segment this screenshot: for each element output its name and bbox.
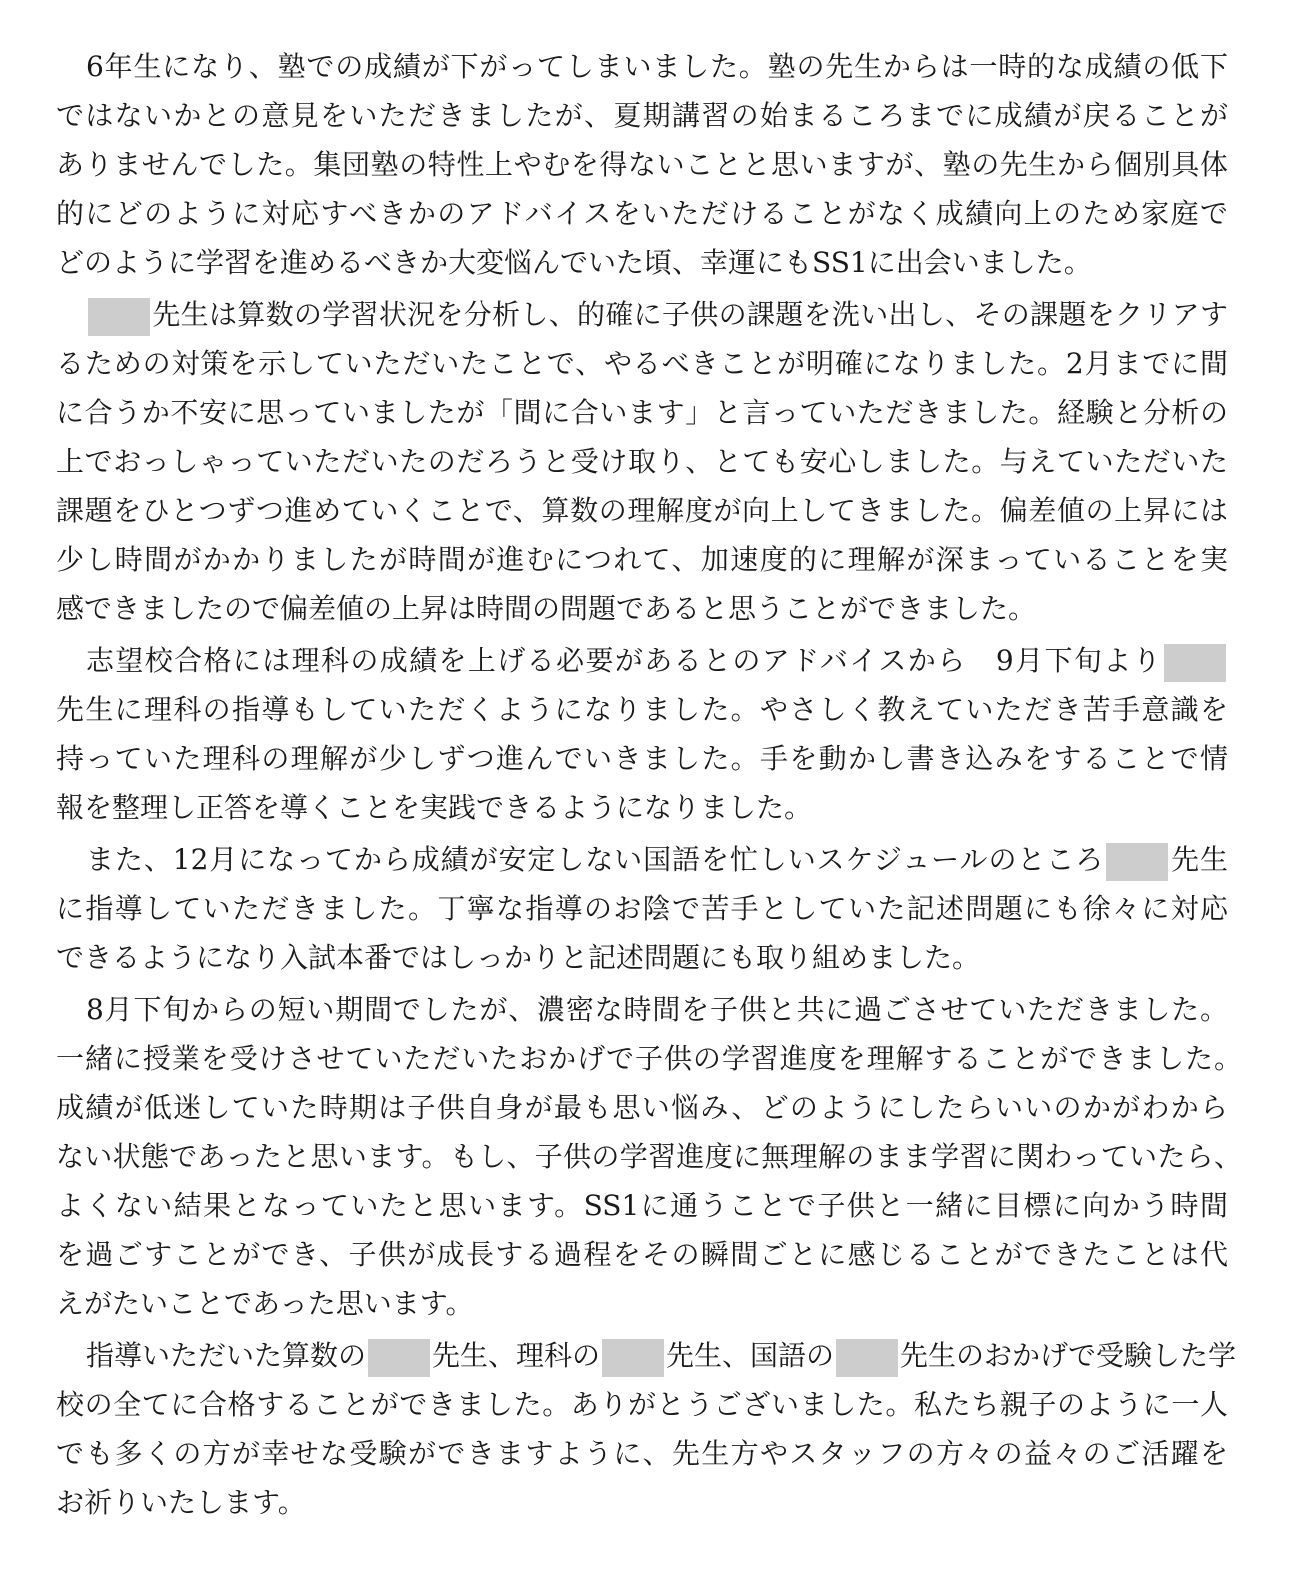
text-line: 課題をひとつずつ進めていくことで、算数の理解度が向上してきました。偏差値の上昇には — [56, 494, 1228, 527]
text-line: ではないかとの意見をいただきましたが、夏期講習の始まるころまでに成績が戻ることが — [56, 99, 1228, 132]
paragraph-1 — [56, 42, 1228, 287]
text-line: どのように学習を進めるべきか大変悩んでいた頃、幸運にもSS1に出会いました。 — [56, 246, 1092, 279]
text-segment: 先生は算数の学習状況を分析し、的確に子供の課題を洗い出し、その課題をクリアす — [152, 298, 1228, 331]
text-line: 校の全てに合格することができました。ありがとうございました。私たち親子のように一人 — [56, 1388, 1228, 1421]
text-line: できるようになり入試本番ではしっかりと記述問題にも取り組めました。 — [56, 941, 981, 974]
redacted-name — [836, 1339, 898, 1377]
text-line: 成績が低迷していた時期は子供自身が最も思い悩み、どのようにしたらいいのかがわから — [56, 1091, 1228, 1124]
text-line — [56, 835, 1228, 884]
redacted-name — [1106, 843, 1168, 881]
text-line: 8月下旬からの短い期間でしたが、濃密な時間を子供と共に過ごさせていただきました。 — [86, 993, 1228, 1026]
redacted-name — [602, 1339, 664, 1377]
paragraph-5 — [56, 985, 1242, 1328]
text-segment: また、12月になってから成績が安定しない国語を忙しいスケジュールのところ — [86, 843, 1105, 876]
text-segment: 先生 — [1170, 843, 1228, 876]
text-line: を過ごすことができ、子供が成長する過程をその瞬間ごとに感じることができたことは代 — [56, 1238, 1228, 1271]
text-line: 持っていた理科の理解が少しずつ進んでいきました。手を動かし書き込みをすることで情 — [56, 742, 1228, 775]
redacted-name — [1164, 644, 1226, 682]
text-segment: 志望校合格には理科の成績を上げる必要があるとのアドバイスから 9月下旬より — [86, 644, 1162, 677]
paragraph-4 — [56, 835, 1228, 982]
text-segment: 先生のおかげで受験した学 — [900, 1339, 1237, 1372]
text-line: ない状態であったと思います。もし、子供の学習進度に無理解のまま学習に関わっていたら、 — [56, 1140, 1242, 1173]
text-line: 感できましたので偏差値の上昇は時間の問題であると思うことができました。 — [56, 592, 1037, 625]
text-line: 報を整理し正答を導くことを実践できるようになりました。 — [56, 791, 813, 824]
text-line — [56, 290, 1228, 339]
text-segment: 先生、国語の — [666, 1339, 835, 1372]
text-line — [56, 1331, 1237, 1380]
text-line: に指導していただきました。丁寧な指導のお陰で苦手としていた記述問題にも徐々に対応 — [56, 892, 1228, 925]
paragraph-6 — [56, 1331, 1237, 1527]
text-segment: 先生、理科の — [432, 1339, 601, 1372]
paragraph-3 — [56, 636, 1228, 832]
text-line: 先生に理科の指導もしていただくようになりました。やさしく教えていただき苦手意識を — [56, 693, 1228, 726]
text-line: 一緒に授業を受けさせていただいたおかげで子供の学習進度を理解することができました。 — [56, 1042, 1242, 1075]
text-line: るための対策を示していただいたことで、やるべきことが明確になりました。2月までに間 — [56, 347, 1228, 380]
text-line: えがたいことであった思います。 — [56, 1287, 474, 1320]
text-line: ありませんでした。集団塾の特性上やむを得ないことと思いますが、塾の先生から個別具体 — [56, 148, 1228, 181]
text-line: お祈りいたします。 — [56, 1486, 306, 1519]
text-segment: 指導いただいた算数の — [86, 1339, 367, 1372]
text-line: でも多くの方が幸せな受験ができますように、先生方やスタッフの方々の益々のご活躍を — [56, 1437, 1228, 1470]
text-line: よくない結果となっていたと思います。SS1に通うことで子供と一緒に目標に向かう時間 — [56, 1189, 1228, 1222]
text-line: に合うか不安に思っていましたが「間に合います」と言っていただきました。経験と分析の — [56, 396, 1228, 429]
paragraph-2 — [56, 290, 1228, 633]
text-line: 上でおっしゃっていただいたのだろうと受け取り、とても安心しました。与えていただいた — [56, 445, 1228, 478]
text-line — [56, 636, 1228, 685]
text-line: 的にどのように対応すべきかのアドバイスをいただけることがなく成績向上のため家庭で — [56, 197, 1228, 230]
testimonial-document — [56, 42, 1242, 1530]
redacted-name — [368, 1339, 430, 1377]
redacted-name — [88, 298, 150, 336]
text-line: 少し時間がかかりましたが時間が進むにつれて、加速度的に理解が深まっていることを実 — [56, 543, 1228, 576]
text-line: 6年生になり、塾での成績が下がってしまいました。塾の先生からは一時的な成績の低下 — [86, 50, 1228, 83]
